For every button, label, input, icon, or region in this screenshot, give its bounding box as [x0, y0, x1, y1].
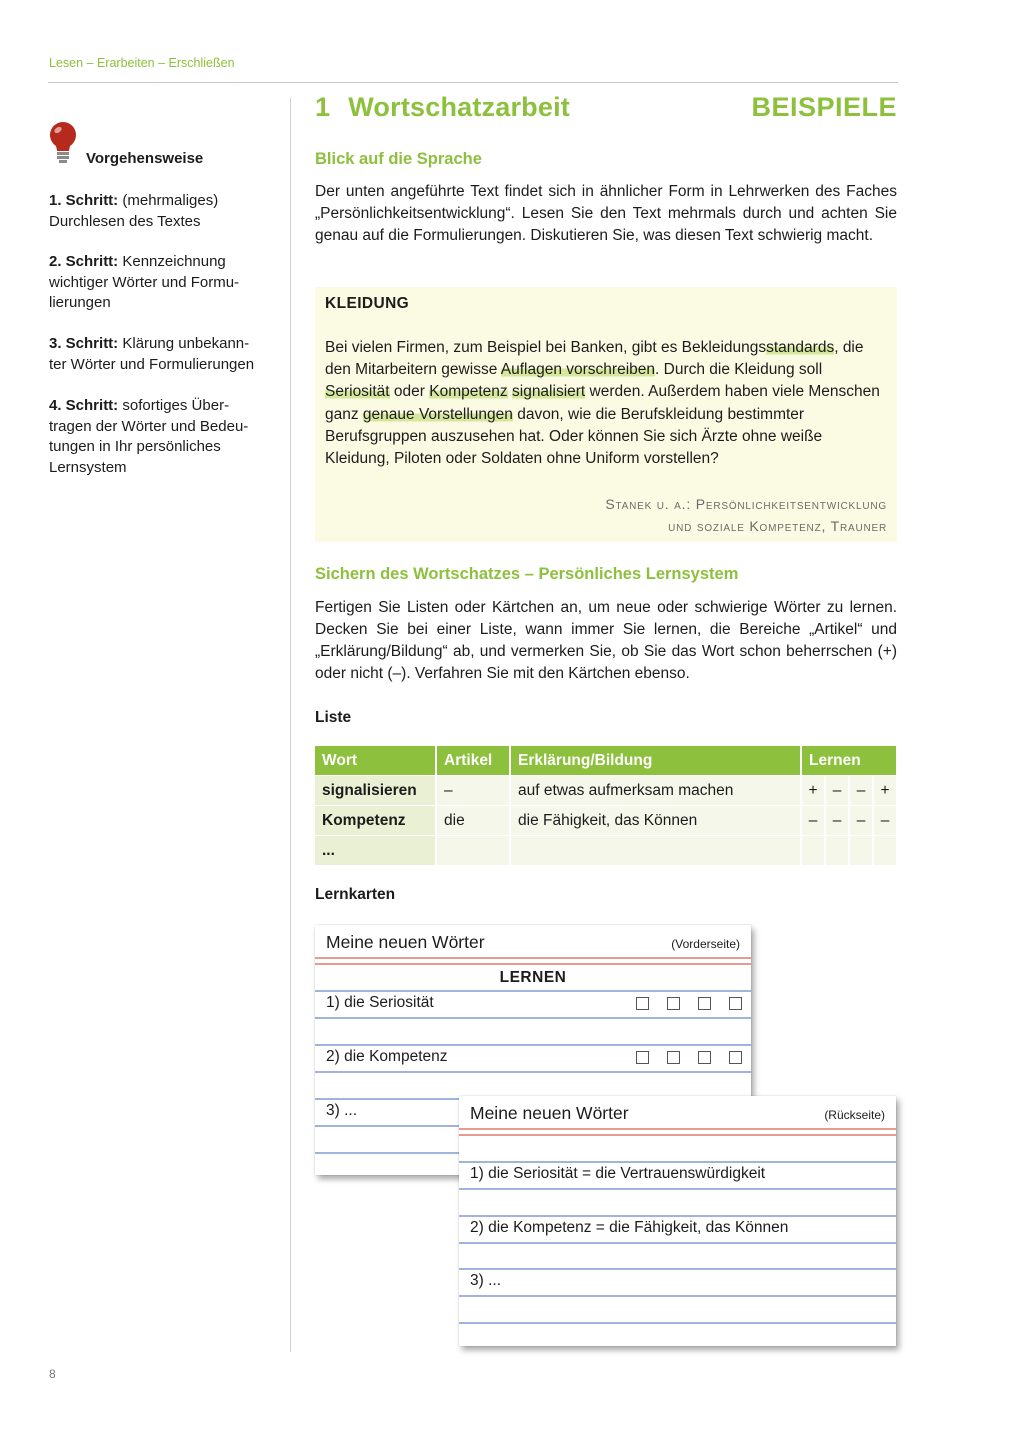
quote-box-title: KLEIDUNG: [325, 295, 410, 312]
card-blue-line: [459, 1242, 896, 1244]
step-text: lierungen: [49, 294, 111, 311]
cell-lernen-mark: –: [874, 805, 896, 835]
card-blue-line: [459, 1161, 896, 1163]
step-text: ter Wörter und Formulierungen: [49, 355, 255, 373]
card-blue-line: [315, 1044, 751, 1046]
checkbox[interactable]: [698, 997, 711, 1010]
card-blue-line: [459, 1322, 896, 1324]
cell-lernen-mark: +: [802, 775, 826, 805]
card-blue-line: [459, 1215, 896, 1217]
cell-artikel: die: [437, 805, 511, 835]
card-side-label: (Rückseite): [824, 1108, 885, 1122]
cell-erklaerung: die Fähigkeit, das Können: [511, 805, 802, 835]
cell-wort: ...: [315, 835, 437, 865]
list-label: Liste: [315, 709, 352, 726]
step-text: Durchlesen des Textes: [49, 212, 201, 230]
chapter-title-text: Wortschatzarbeit: [348, 92, 570, 122]
card-row: 2) die Kompetenz: [326, 1048, 448, 1065]
step-label: 2. Schritt:: [49, 253, 119, 270]
quote-text-segment: , die den Mitarbeitern gewisse: [325, 339, 864, 379]
card-center-label: LERNEN: [499, 969, 567, 986]
quote-text-segment: Bei vielen Firmen, zum Beispiel bei Banken, gibt es Bekleidungs: [325, 339, 767, 356]
table-header-row: [315, 746, 896, 775]
method-paragraph: Fertigen Sie Listen oder Kärtchen an, um neue oder schwierige Wörter zu lernen. Decken Sie bei einer Liste, wann immer Sie lernen, die Bereiche „Artikel“ und „Erklärung/Bildung“ ab, und vermerken Sie, ob Sie das Wort schon beherrschen (+) oder nicht (–). Verfahren Sie mit den Kärtchen ebenso.: [315, 599, 897, 682]
quote-box-text: [325, 337, 890, 470]
checkbox[interactable]: [636, 997, 649, 1010]
card-side-label: (Vorderseite): [671, 937, 740, 951]
step-text: sofortiges Über-: [122, 397, 230, 414]
section-heading-sichern: Sichern des Wortschatzes – Persönliches Lernsystem: [315, 565, 739, 583]
step-text: tungen in Ihr persönliches: [49, 438, 221, 455]
card-red-line: [315, 957, 751, 959]
cell-erklaerung: [511, 835, 802, 865]
cell-artikel: [437, 835, 511, 865]
col-header-wort: Wort: [315, 746, 437, 775]
step-3: [49, 334, 274, 375]
highlighted-term: standards: [766, 339, 835, 356]
flashcard-back: [459, 1096, 896, 1346]
chapter-title: [315, 92, 570, 123]
cell-lernen-mark: [850, 835, 874, 865]
step-text: wichtiger Wörter und Formu-: [49, 273, 240, 291]
card-blue-line: [459, 1268, 896, 1270]
quote-text-segment: . Durch die Kleidung soll: [655, 361, 823, 379]
col-header-artikel: Artikel: [437, 746, 511, 775]
source-line: Stanek u. a.: Persönlichkeitsentwicklung: [605, 496, 887, 512]
card-row: 3) ...: [470, 1272, 502, 1289]
section-heading-blick: Blick auf die Sprache: [315, 150, 482, 168]
card-blue-line: [315, 1071, 751, 1073]
cell-lernen-mark: –: [850, 805, 874, 835]
step-2: [49, 252, 274, 314]
table-row: [315, 775, 896, 805]
card-row: 1) die Seriosität: [326, 994, 434, 1011]
quote-text-segment: oder: [389, 383, 430, 401]
checkbox[interactable]: [729, 1051, 742, 1064]
running-head: Lesen – Erarbeiten – Erschließen: [49, 56, 235, 70]
source-line: und soziale Kompetenz, Trauner: [668, 518, 887, 534]
checkbox[interactable]: [667, 997, 680, 1010]
lightbulb-icon: [47, 121, 79, 167]
page-number: 8: [49, 1367, 56, 1381]
step-4: [49, 396, 274, 478]
chapter-number: 1: [315, 92, 331, 122]
card-red-line: [459, 1128, 896, 1130]
quote-box: [315, 287, 897, 542]
highlighted-term: genaue Vorstellungen: [362, 405, 513, 423]
col-header-erklaerung: Erklärung/Bildung: [511, 746, 802, 775]
highlighted-term: signalisiert: [512, 383, 586, 401]
card-title: Meine neuen Wörter: [326, 932, 485, 952]
cell-lernen-mark: [874, 835, 896, 865]
step-label: 3. Schritt:: [49, 335, 119, 352]
cell-lernen-mark: –: [826, 775, 850, 805]
highlighted-term: Kompetenz: [429, 383, 508, 401]
highlighted-term: Auflagen vorschreiben: [500, 361, 656, 379]
quote-source: [605, 493, 887, 537]
step-label: 1. Schritt:: [49, 192, 119, 209]
step-label: 4. Schritt:: [49, 397, 119, 414]
card-blue-line: [459, 1295, 896, 1297]
cards-label: Lernkarten: [315, 886, 396, 903]
cell-lernen-mark: +: [874, 775, 896, 805]
quote-text-segment: werden. Außerdem haben viele Menschen ganz: [325, 383, 880, 423]
highlighted-term: Seriosität: [325, 383, 390, 401]
card-blue-line: [315, 1017, 751, 1019]
table-row: [315, 835, 896, 865]
card-row: 3) ...: [326, 1102, 358, 1119]
checkbox[interactable]: [636, 1051, 649, 1064]
vocabulary-table: [315, 746, 896, 865]
cell-lernen-mark: –: [826, 805, 850, 835]
card-row: 2) die Kompetenz = die Fähigkeit, das Können: [470, 1219, 789, 1236]
cell-lernen-mark: –: [802, 805, 826, 835]
column-divider: [290, 98, 291, 1352]
sidebar-title: Vorgehensweise: [86, 150, 204, 167]
step-text: (mehrmaliges): [122, 192, 219, 209]
card-blue-line: [315, 990, 751, 992]
cell-lernen-mark: –: [850, 775, 874, 805]
table-row: [315, 805, 896, 835]
cell-erklaerung: auf etwas aufmerksam machen: [511, 775, 802, 805]
card-red-line: [459, 1134, 896, 1136]
intro-paragraph: Der unten angeführte Text findet sich in ähnlicher Form in Lehrwerken des Faches „Persönlichkeitsentwicklung“. Lesen Sie den Text mehrmals durch und achten Sie genau auf die Formulierungen. Diskutieren Sie, was diesen Text schwierig macht.: [315, 183, 897, 244]
cell-wort: Kompetenz: [315, 805, 437, 835]
checkbox[interactable]: [729, 997, 742, 1010]
cell-wort: signalisieren: [315, 775, 437, 805]
card-blue-line: [459, 1188, 896, 1190]
cell-artikel: –: [437, 775, 511, 805]
checkbox[interactable]: [698, 1051, 711, 1064]
section-tag: BEISPIELE: [751, 92, 897, 122]
cell-lernen-mark: [826, 835, 850, 865]
step-text: Klärung unbekann-: [122, 335, 250, 352]
cell-lernen-mark: [802, 835, 826, 865]
card-title: Meine neuen Wörter: [470, 1103, 629, 1123]
checkbox[interactable]: [667, 1051, 680, 1064]
card-red-line: [315, 963, 751, 965]
card-row: 1) die Seriosität = die Vertrauenswürdigkeit: [470, 1165, 766, 1182]
quote-text-segment: davon, wie die Berufskleidung bestimmter Berufsgruppen auszusehen hat. Oder können Sie sich Ärzte ohne weiße Kleidung, Piloten oder Soldaten ohne Uniform vorstellen?: [325, 405, 823, 468]
col-header-lernen: Lernen: [802, 746, 896, 775]
step-text: tragen der Wörter und Bedeu-: [49, 417, 249, 435]
step-text: Kennzeichnung: [122, 253, 226, 270]
header-divider: [48, 82, 898, 83]
step-1: [49, 191, 274, 232]
step-text: Lernsystem: [49, 458, 127, 476]
